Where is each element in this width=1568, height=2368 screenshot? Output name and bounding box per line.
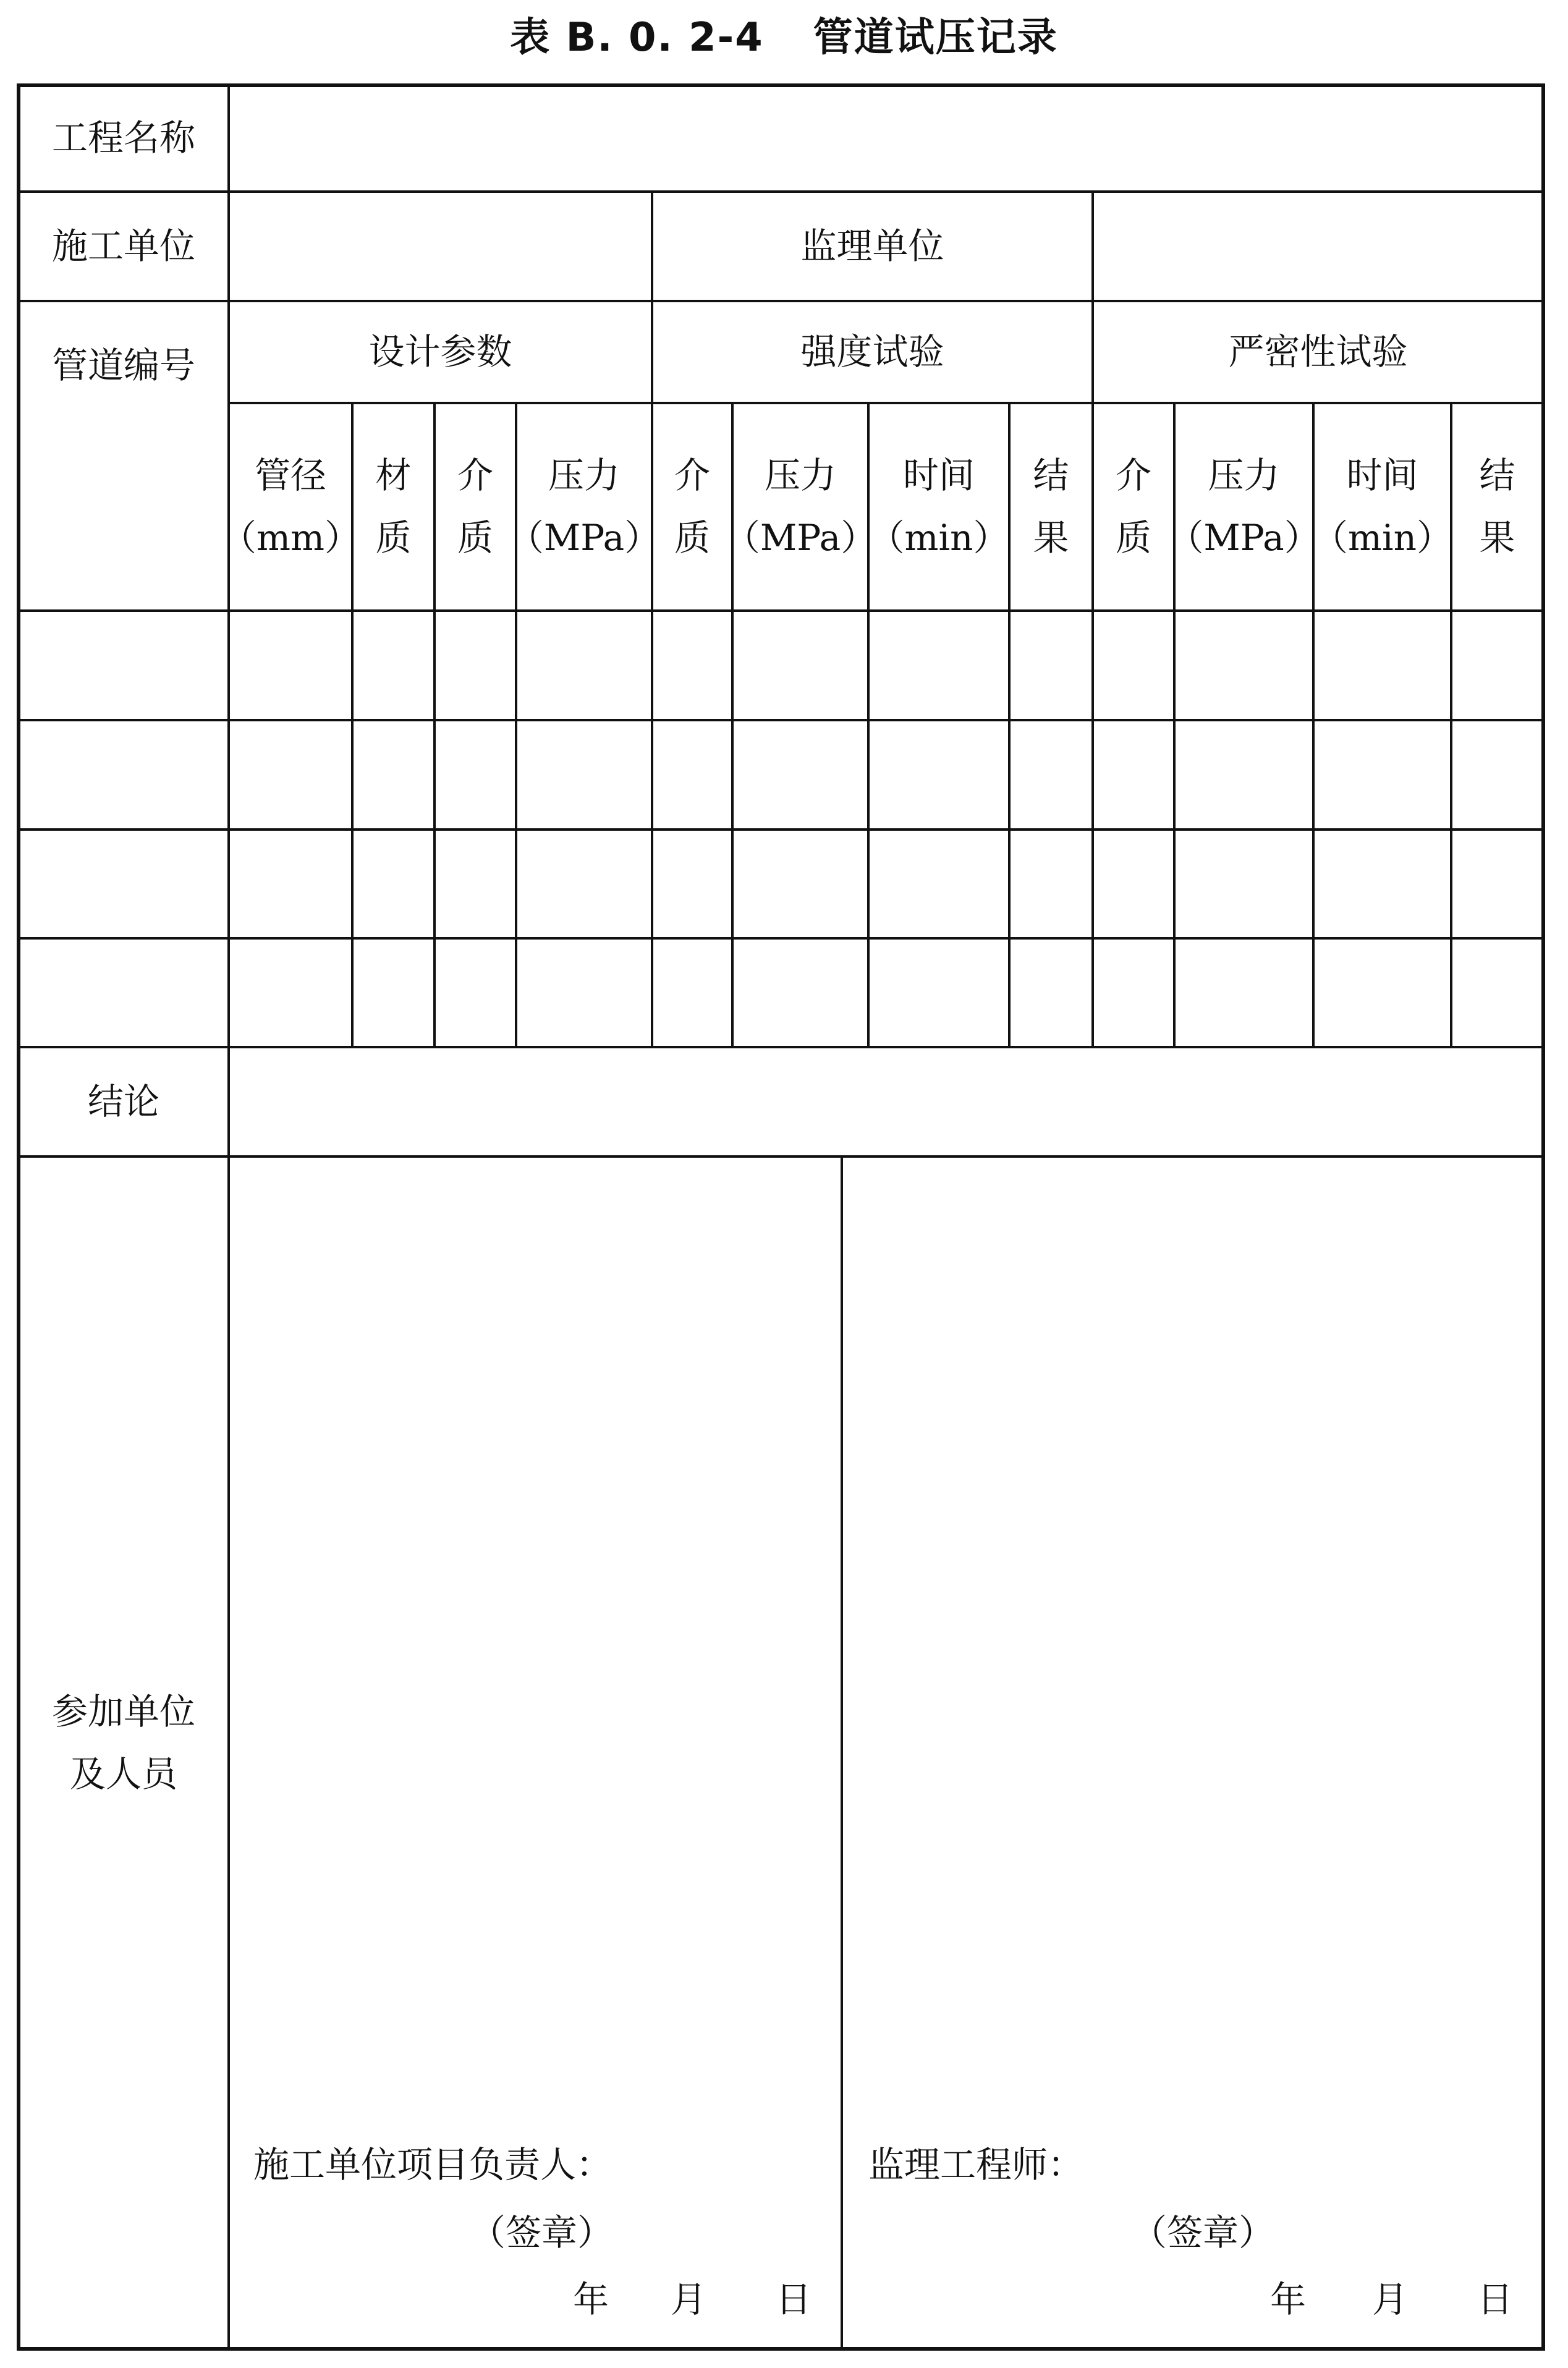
column-header-line1: 结: [1479, 454, 1515, 496]
column-header-design-2: [434, 403, 516, 611]
column-header-design-0: [221, 403, 360, 611]
column-header-line2: 质: [1115, 517, 1151, 559]
data-cell[interactable]: [868, 830, 1009, 938]
construction-unit-field[interactable]: [229, 192, 652, 301]
column-header-line1: 介: [674, 454, 710, 496]
column-header-strength-1: [724, 403, 877, 611]
column-header-tightness-1: [1168, 403, 1320, 611]
left-day: 日: [776, 2278, 812, 2320]
data-cell[interactable]: [1009, 830, 1093, 938]
data-cell[interactable]: [868, 720, 1009, 830]
data-cell[interactable]: [732, 611, 868, 720]
data-cell[interactable]: [352, 938, 434, 1047]
left-stamp: （签章）: [470, 2212, 614, 2254]
data-cell[interactable]: [652, 611, 732, 720]
left-month: 月: [671, 2278, 707, 2320]
data-cell[interactable]: [229, 611, 352, 720]
label-project-name: 工程名称: [51, 117, 195, 159]
data-cell[interactable]: [434, 720, 516, 830]
data-cell[interactable]: [1451, 720, 1543, 830]
pipe-number-cell[interactable]: [19, 720, 229, 830]
column-header-strength-2: [868, 403, 1009, 611]
column-header-line2: 果: [1033, 517, 1069, 559]
column-header-line1: 压力: [1208, 454, 1280, 496]
column-header-line2: （min）: [868, 517, 1009, 559]
right-month: 月: [1372, 2278, 1409, 2320]
data-cell[interactable]: [1009, 611, 1093, 720]
column-header-line2: （mm）: [221, 517, 360, 559]
column-header-line1: 材: [375, 454, 412, 496]
table-code: 表 B. 0. 2-4: [510, 15, 764, 61]
participants-line2: 及人员: [69, 1753, 177, 1795]
data-cell[interactable]: [352, 720, 434, 830]
left-signer-role: 施工单位项目负责人：: [253, 2144, 612, 2186]
left-year: 年: [573, 2278, 609, 2320]
column-header-line1: 压力: [764, 454, 836, 496]
data-cell[interactable]: [434, 611, 516, 720]
column-header-line1: 介: [1115, 454, 1151, 496]
data-cell[interactable]: [1313, 720, 1451, 830]
column-header-line2: 质: [674, 517, 710, 559]
label-pipe-number: 管道编号: [51, 344, 195, 387]
column-header-design-1: [352, 403, 434, 611]
data-cell[interactable]: [1451, 611, 1543, 720]
label-construction-unit: 施工单位: [51, 224, 195, 267]
column-header-tightness-0: [1093, 403, 1174, 611]
data-cell[interactable]: [652, 720, 732, 830]
column-header-line2: （MPa）: [1168, 517, 1320, 559]
group-strength-test: 强度试验: [800, 330, 944, 373]
data-cell[interactable]: [652, 938, 732, 1047]
data-cell[interactable]: [1174, 938, 1313, 1047]
data-cell[interactable]: [434, 938, 516, 1047]
table-name: 管道试压记录: [813, 15, 1058, 61]
data-cell[interactable]: [1093, 830, 1174, 938]
column-header-strength-3: [1009, 403, 1093, 611]
column-header-design-3: [507, 403, 661, 611]
data-cell[interactable]: [434, 830, 516, 938]
data-cell[interactable]: [1451, 938, 1543, 1047]
data-cell[interactable]: [352, 830, 434, 938]
column-header-line1: 时间: [1346, 454, 1418, 496]
label-supervision-unit: 监理单位: [800, 224, 944, 267]
pipe-number-cell[interactable]: [19, 611, 229, 720]
participants-line1: 参加单位: [51, 1690, 195, 1733]
data-cell[interactable]: [352, 611, 434, 720]
column-header-line2: 果: [1479, 517, 1515, 559]
column-header-tightness-3: [1451, 403, 1543, 611]
column-header-line1: 结: [1033, 454, 1069, 496]
data-cell[interactable]: [1313, 830, 1451, 938]
data-cell[interactable]: [1093, 720, 1174, 830]
data-cell[interactable]: [868, 938, 1009, 1047]
data-cell[interactable]: [1451, 830, 1543, 938]
column-header-strength-0: [652, 403, 732, 611]
data-cell[interactable]: [1093, 611, 1174, 720]
column-header-line1: 介: [457, 454, 493, 496]
group-tightness-test: 严密性试验: [1228, 330, 1408, 373]
column-header-line1: 时间: [902, 454, 975, 496]
data-cell[interactable]: [732, 720, 868, 830]
column-header-tightness-2: [1313, 403, 1451, 611]
column-header-line1: 压力: [548, 454, 620, 496]
data-cell[interactable]: [652, 830, 732, 938]
right-day: 日: [1477, 2278, 1514, 2320]
column-header-line2: 质: [457, 517, 493, 559]
group-design-params: 设计参数: [368, 330, 512, 373]
data-cell[interactable]: [868, 611, 1009, 720]
data-cell[interactable]: [516, 938, 652, 1047]
table-title: [0, 0, 1568, 68]
data-cell[interactable]: [516, 720, 652, 830]
label-conclusion: 结论: [87, 1080, 159, 1122]
data-cell[interactable]: [516, 611, 652, 720]
data-cell[interactable]: [229, 830, 352, 938]
column-header-line2: （MPa）: [507, 517, 661, 559]
data-cell[interactable]: [732, 938, 868, 1047]
label-participants: [19, 1669, 229, 1817]
right-stamp: （签章）: [1131, 2212, 1275, 2254]
column-header-line1: 管径: [254, 454, 326, 496]
right-year: 年: [1270, 2278, 1307, 2320]
data-cell[interactable]: [1009, 720, 1093, 830]
data-cell[interactable]: [1174, 830, 1313, 938]
conclusion-field[interactable]: [229, 1047, 1543, 1156]
column-header-line2: 质: [375, 517, 412, 559]
data-cell[interactable]: [1313, 938, 1451, 1047]
data-cell[interactable]: [229, 938, 352, 1047]
data-cell[interactable]: [1174, 611, 1313, 720]
data-cell[interactable]: [516, 830, 652, 938]
data-cell[interactable]: [229, 720, 352, 830]
pipe-number-cell[interactable]: [19, 830, 229, 938]
data-cell[interactable]: [1093, 938, 1174, 1047]
pipe-number-cell[interactable]: [19, 938, 229, 1047]
data-cell[interactable]: [1313, 611, 1451, 720]
project-name-field[interactable]: [229, 85, 1543, 192]
column-header-line2: （MPa）: [724, 517, 877, 559]
supervision-unit-field[interactable]: [1093, 192, 1543, 301]
data-cell[interactable]: [1174, 720, 1313, 830]
right-signer-role: 监理工程师：: [868, 2144, 1084, 2186]
data-cell[interactable]: [732, 830, 868, 938]
data-cell[interactable]: [1009, 938, 1093, 1047]
column-header-line2: （min）: [1312, 517, 1452, 559]
